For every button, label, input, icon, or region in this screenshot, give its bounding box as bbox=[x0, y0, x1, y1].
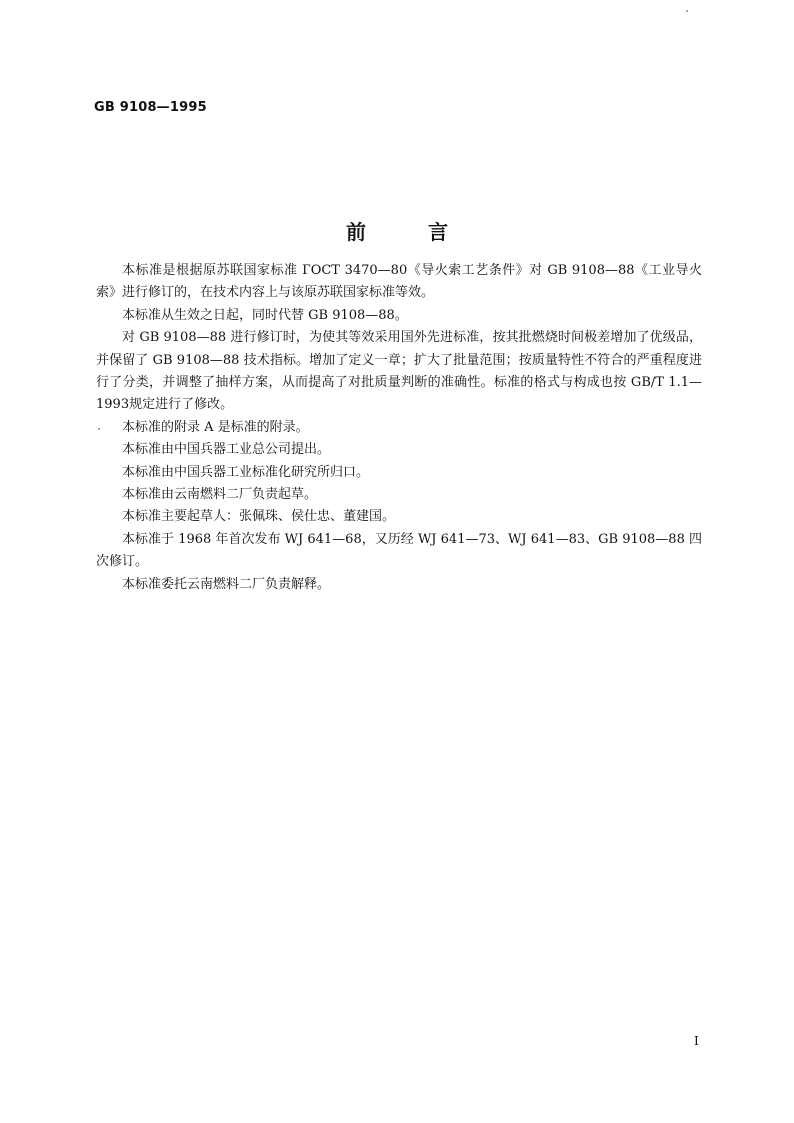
paragraph-2: 本标准从生效之日起，同时代替 GB 9108—88。 bbox=[122, 307, 408, 323]
page-number: I bbox=[694, 1034, 699, 1048]
paragraph-8: 本标准主要起草人：张佩珠、侯仕忠、董建国。 bbox=[122, 509, 396, 525]
paragraph-5: 本标准由中国兵器工业总公司提出。 bbox=[122, 442, 331, 458]
scan-speck bbox=[686, 10, 688, 12]
paragraph-7: 本标准由云南燃料二厂负责起草。 bbox=[122, 487, 318, 503]
page-title: 前言 bbox=[346, 220, 510, 244]
scan-speck bbox=[98, 428, 100, 430]
paragraph-9: 本标准于 1968 年首次发布 WJ 641—68，又历经 WJ 641—73、WJ 641—83、GB 9108—88 四次修订。 bbox=[96, 531, 702, 570]
paragraph-1: 本标准是根据原苏联国家标准 ГОСТ 3470—80《导火索工艺条件》对 GB 9108—88《工业导火索》进行修订的，在技术内容上与该原苏联国家标准等效。 bbox=[96, 263, 702, 301]
preface-body bbox=[96, 260, 702, 596]
paragraph-6: 本标准由中国兵器工业标准化研究所归口。 bbox=[122, 464, 370, 480]
standard-number-header: GB 9108—1995 bbox=[94, 100, 207, 115]
paragraph-3: 对 GB 9108—88 进行修订时，为使其等效采用国外先进标准，按其批燃烧时间极差增加了优级品，并保留了 GB 9108—88 技术指标。增加了定义一章；扩大了批量范围；按质量特性不符合的严重程度进行了分类，并调整了抽样方案，从而提高了对批质量判断的准确性。标准的格式与构成也按 GB/T 1.1—1993规定进行了修改。 bbox=[96, 330, 702, 413]
paragraph-10: 本标准委托云南燃料二厂负责解释。 bbox=[122, 576, 331, 592]
paragraph-4: 本标准的附录 A 是标准的附录。 bbox=[122, 419, 309, 435]
